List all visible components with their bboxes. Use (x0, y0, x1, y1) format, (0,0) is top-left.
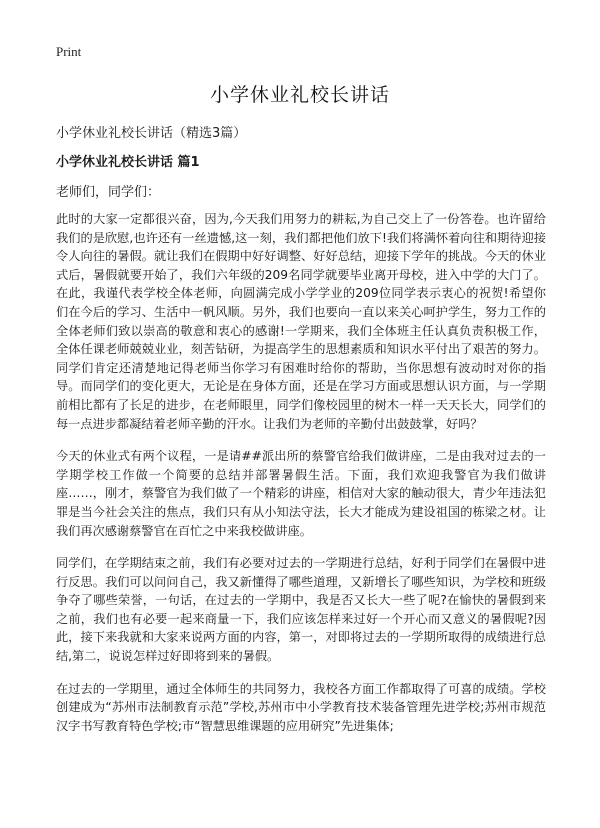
print-link[interactable]: Print (56, 44, 82, 59)
paragraph-1: 此时的大家一定都很兴奋，因为,今天我们用努力的耕耘,为自己交上了一份答卷。也许留给我们的是欣慰,也许还有一丝遗憾,这一刻，我们都把他们放下!我们将满怀着向往和期待迎接令人向往的暑假。就让我们在假期中好好调整、好好总结，迎接下学年的挑战。今天的休业式后，暑假就要开始了，我们六年级的209名同学就要毕业离开母校，进入中学的大门了。在此，我谨代表学校全体老师，向圆满完成小学学业的209位同学表示衷心的祝贺!希望你们在今后的学习、生活中一帆风顺。另外，我们也要向一直以来关心呵护学生，努力工作的全体老师们致以崇高的敬意和衷心的感谢!一学期来，我们全体班主任认真负责积极工作，全体任课老师兢兢业业，刻苦钻研，为提高学生的思想素质和知识水平付出了艰苦的努力。同学们肯定还清楚地记得老师当你学习有困难时给你的帮助，当你思想有波动时对你的指导。而同学们的变化更大，无论是在身体方面，还是在学习方面或思想认识方面，与一学期前相比都有了长足的进步，在老师眼里，同学们像校园里的树木一样一天天长大，同学们的每一点进步都凝结着老师辛勤的汗水。让我们为老师的辛勤付出鼓鼓掌，好吗？ (56, 212, 546, 431)
document-title: 小学休业礼校长讲话 (209, 84, 390, 106)
section-heading: 小学休业礼校长讲话 篇1 (56, 155, 200, 170)
greeting-line: 老师们，同学们： (56, 185, 161, 200)
paragraph-2: 今天的休业式有两个议程，一是请##派出所的蔡警官给我们做讲座，二是由我对过去的一学期学校工作做一个简要的总结并部署暑假生活。下面，我们欢迎我警官为我们做讲座……，刚才，蔡警官为我们做了一个精彩的讲座，相信对大家的触动很大，青少年违法犯罪是当今社会关注的焦点，我们只有从小知法守法，长大才能成为建设祖国的栋梁之材。让我们再次感谢蔡警官在百忙之中来我校做讲座。 (56, 449, 546, 538)
document-body (56, 210, 546, 749)
paragraph-4: 在过去的一学期里，通过全体师生的共同努力，我校各方面工作都取得了可喜的成绩。学校创建成为“苏州市法制教育示范”学校,苏州市中小学教育技术装备管理先进学校;苏州市规范汉字书写教育特色学校;市“智慧思维课题的应用研究”先进集体; (56, 681, 546, 733)
paragraph-3: 同学们，在学期结束之前，我们有必要对过去的一学期进行总结，好利于同学们在暑假中进行反思。我们可以问问自己，我又新懂得了哪些道理，又新增长了哪些知识，为学校和班级争夺了哪些荣誉，一句话，在过去的一学期中，我是否又长大一些了呢?在愉快的暑假到来之前，我们也有必要一起来商量一下，我们应该怎样来过好一个开心而又意义的暑假呢?因此，接下来我就和大家来说两方面的内容，第一，对即将过去的一学期所取得的成绩进行总结,第二，说说怎样过好即将到来的暑假。 (56, 556, 546, 664)
document-subtitle: 小学休业礼校长讲话（精选3篇） (56, 126, 247, 141)
